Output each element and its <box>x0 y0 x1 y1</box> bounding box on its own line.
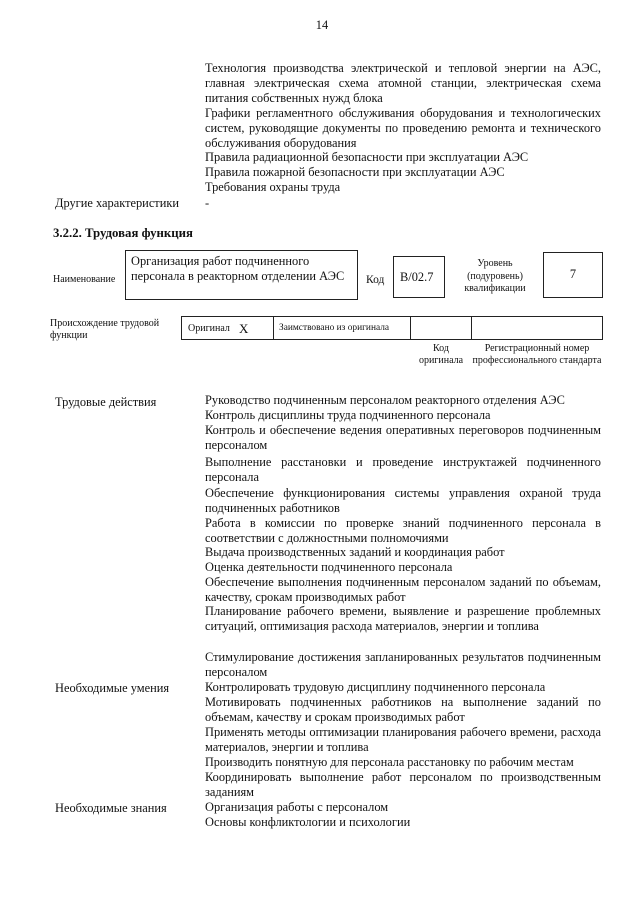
page-number: 14 <box>315 18 329 32</box>
labor-action-10: Планирование рабочего времени, выявление и разрешение проблемных ситуаций, оптимизация расхода материалов, энергии и топлива <box>205 604 601 634</box>
borrowed-label: Заимствовано из оригинала <box>279 323 390 333</box>
origin-reg-cell <box>471 316 603 340</box>
origin-borrowed-cell <box>273 316 411 340</box>
knowledge-2: Основы конфликтологии и психологии <box>205 815 411 829</box>
skill-1: Контролировать трудовую дисциплину подчиненного персонала <box>205 680 546 694</box>
labor-action-1: Руководство подчиненным персоналом реакторного отделения АЭС <box>205 393 565 407</box>
labor-action-6: Работа в комиссии по проверке знаний подчиненного персонала в соответствии с должностными полномочиями <box>205 516 601 546</box>
name-box <box>125 250 358 300</box>
knowledge-label: Необходимые знания <box>55 801 167 815</box>
top-item-3: Правила радиационной безопасности при эксплуатации АЭС <box>205 150 529 164</box>
origin-code-cell <box>410 316 472 340</box>
labor-action-11: Стимулирование достижения запланированных результатов подчиненным персоналом <box>205 650 601 680</box>
labor-action-8: Оценка деятельности подчиненного персонала <box>205 560 453 574</box>
reg-number-caption: Регистрационный номер профессионального стандарта <box>472 343 602 366</box>
code-original-caption: Код оригинала <box>418 343 464 366</box>
top-item-1: Технология производства электрической и тепловой энергии на АЭС, главная электрическая схема атомной станции, электрическая схема питания собственных нужд блока <box>205 61 601 106</box>
knowledge-1: Организация работы с персоналом <box>205 800 389 814</box>
code-box <box>393 256 445 298</box>
origin-original-cell <box>181 316 274 340</box>
skills-label: Необходимые умения <box>55 681 170 695</box>
section-title: 3.2.2. Трудовая функция <box>53 226 193 240</box>
labor-action-7: Выдача производственных заданий и координация работ <box>205 545 505 559</box>
skill-5: Координировать выполнение работ персоналом по производственным заданиям <box>205 770 601 800</box>
code-value: B/02.7 <box>400 270 434 284</box>
other-characteristics-label: Другие характеристики <box>55 196 180 210</box>
labor-action-5: Обеспечение функционирования системы управления охраной труда подчиненных работников <box>205 486 601 516</box>
code-label: Код <box>366 274 385 286</box>
skill-2: Мотивировать подчиненных работников на выполнение заданий по объемам, качеству и срокам производимых работ <box>205 695 601 725</box>
level-box <box>543 252 603 298</box>
labor-action-2: Контроль дисциплины труда подчиненного персонала <box>205 408 491 422</box>
level-value: 7 <box>569 267 577 281</box>
labor-actions-label: Трудовые действия <box>55 395 157 409</box>
skill-3: Применять методы оптимизации планирования рабочего времени, расхода материалов, энергии и топлива <box>205 725 601 755</box>
labor-action-3: Контроль и обеспечение ведения оперативных переговоров подчиненным персоналом <box>205 423 601 453</box>
top-item-5: Требования охраны труда <box>205 180 341 194</box>
origin-label: Происхождение трудовой функции <box>50 318 160 341</box>
skill-4: Производить понятную для персонала расстановку по рабочим местам <box>205 755 574 769</box>
top-item-2: Графики регламентного обслуживания оборудования и технологических систем, руководящие документы по проведению ремонта и технического обслуживания оборудования <box>205 106 601 151</box>
original-label: Оригинал <box>188 323 230 334</box>
name-label: Наименование <box>53 274 116 285</box>
original-mark: X <box>239 321 249 336</box>
labor-action-9: Обеспечение выполнения подчиненным персоналом заданий по объемам, качеству, срокам производимых работ <box>205 575 601 605</box>
labor-action-4: Выполнение расстановки и проведение инструктажей подчиненного персонала <box>205 455 601 485</box>
name-value: Организация работ подчиненного персонала в реакторном отделении АЭС <box>131 254 345 284</box>
other-characteristics-value: - <box>205 196 210 210</box>
level-label: Уровень (подуровень) квалификации <box>464 258 526 294</box>
top-item-4: Правила пожарной безопасности при эксплуатации АЭС <box>205 165 505 179</box>
